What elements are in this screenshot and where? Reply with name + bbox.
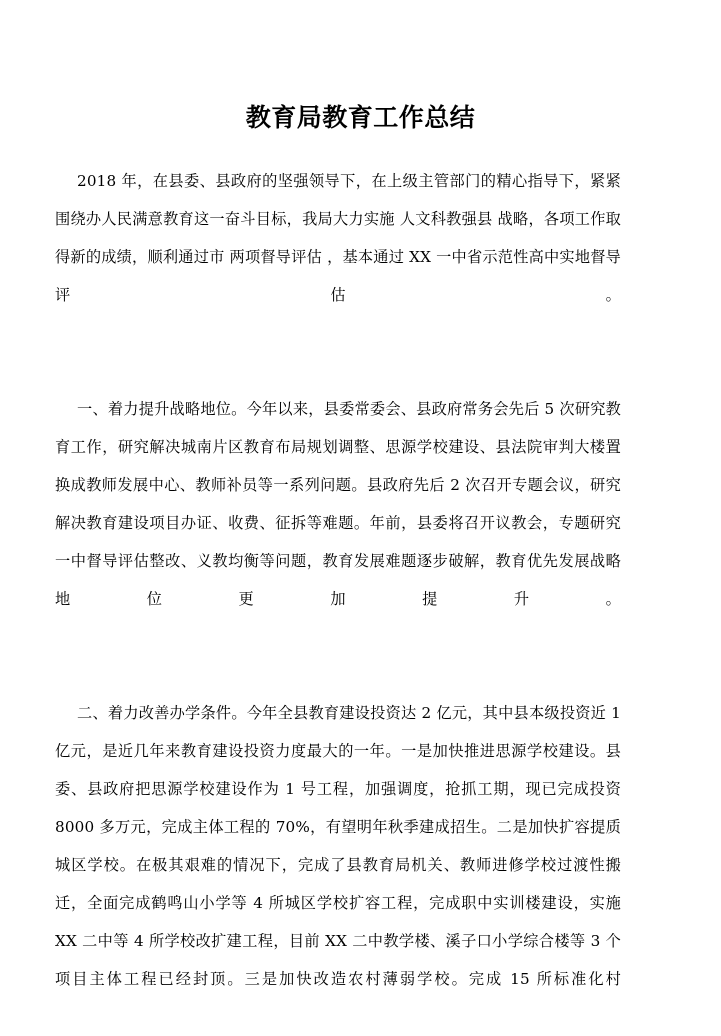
paragraph-section-two: 二、着力改善办学条件。今年全县教育建设投资达 2 亿元，其中县本级投资近 1 亿元，是近几年来教育建设投资力度最大的一年。一是加快推进思源学校建设。县委、县政府把思源学校建设作为 1 号工程，加强调度，抢抓工期，现已完成投资 8000 多万元，完成主体工程的 70%，有望明年秋季建成招生。二是加快扩容提质城区学校。在极其艰难的情况下，完成了县教育局机关、教师进修学校过渡性搬迁，全面完成鹤鸣山小学等 4 所城区学校扩容工程，完成职中实训楼建设，实施 XX 二中等 4 所学校改扩建工程，目前 XX 二中教学楼、溪子口小学综合楼等 3 个项目主体工程已经封顶。三是加快改造农村薄弱学校。完成 15 所标准化村 xyxy=(55,704,621,988)
document-title: 教育局教育工作总结 xyxy=(245,102,476,132)
paragraph-section-one: 一、着力提升战略地位。今年以来，县委常委会、县政府常务会先后 5 次研究教育工作，研究解决城南片区教育布局规划调整、思源学校建设、县法院审判大楼置换成教师发展中心、教师补员等一系列问题。县政府先后 2 次召开专题会议，研究解决教育建设项目办证、收费、征拆等难题。年前，县委将召开议教会，专题研究一中督导评估整改、义教均衡等问题，教育发展难题逐步破解，教育优先发展战略地位更加提升。 xyxy=(55,400,621,608)
paragraph-intro: 2018 年，在县委、县政府的坚强领导下，在上级主管部门的精心指导下，紧紧围绕办人民满意教育这一奋斗目标，我局大力实施 人文科教强县 战略，各项工作取得新的成绩，顺利通过市 两项督导评估 ，基本通过 XX 一中省示范性高中实地督导评估。 xyxy=(55,172,621,304)
document-body xyxy=(55,162,621,1036)
